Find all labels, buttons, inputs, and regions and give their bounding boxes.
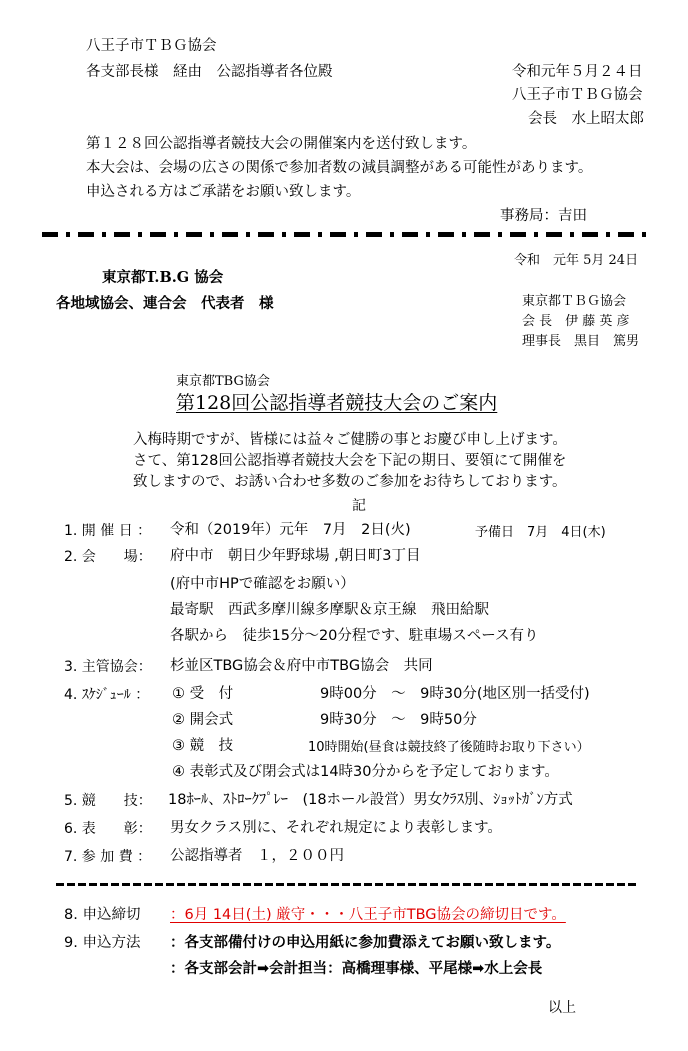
item-host-value: 杉並区TBG協会＆府中市TBG協会 共同 — [170, 658, 433, 674]
item-game-label: 5. 競 技： — [64, 793, 152, 809]
cut-line — [42, 232, 652, 237]
schedule-name: ② 開会式 — [172, 712, 234, 728]
schedule-name: ① 受 付 — [172, 686, 234, 702]
intro-line: 入梅時期ですが、皆様には益々ご健勝の事とお慶び申し上げます。 — [133, 432, 567, 448]
memo-body-line: 申込される方はご承諾をお願い致します。 — [86, 184, 361, 200]
divider-line — [56, 883, 636, 886]
schedule-time: 9時30分 ～ 9時50分 — [320, 712, 477, 728]
item-schedule-label: 4. ｽｹｼﾞｭｰﾙ ： — [64, 687, 150, 703]
item-award-label: 6. 表 彰： — [64, 821, 152, 837]
notice-to-org: 東京都T.B.G 協会 — [102, 269, 224, 286]
item-venue-label: 2. 会 場： — [64, 549, 152, 565]
schedule-time: 9時00分 ～ 9時30分(地区別一括受付) — [320, 686, 590, 702]
method-line: ：各支部備付けの申込用紙に参加費添えてお願い致します。 — [170, 935, 561, 951]
item-date-label: 1. 開 催 日 ： — [64, 523, 152, 539]
intro-line: 致しますので、お誘い合わせ多数のご参加をお待ちしております。 — [133, 474, 567, 490]
notice-from-org: 東京都ＴＢＧ協会 — [522, 294, 627, 309]
venue-line: 各駅から 徒歩15分～20分程です、駐車場スペース有り — [170, 628, 539, 644]
memo-date: 令和元年５月２４日 — [512, 64, 643, 80]
memo-recipients: 各支部長様 経由 公認指導者各位殿 — [86, 64, 333, 80]
item-award-value: 男女クラス別に、それぞれ規定により表彰します。 — [170, 820, 502, 836]
item-date-value: 令和（2019年）元年 7月 2日(火) — [170, 522, 411, 538]
schedule-name: ③ 競 技 — [172, 738, 234, 754]
method-line: ：各支部会計➡会計担当：高橋理事様、平尾様➡水上会長 — [170, 961, 543, 977]
notice-from-director: 理事長 黒目 篤男 — [522, 334, 640, 349]
item-host-label: 3. 主管協会： — [64, 659, 152, 675]
memo-sender-chair: 会長 水上昭太郎 — [528, 111, 644, 127]
item-deadline-label: 8. 申込締切 — [64, 907, 141, 923]
item-deadline-value: ：6月 14日(土) 厳守・・・八王子市TBG協会の締切日です。 — [170, 907, 566, 923]
item-date-reserve: 予備日 7月 4日(木) — [475, 525, 606, 540]
item-fee-label: 7. 参 加 費 ： — [64, 849, 152, 865]
notice-date: 令和 元年 5月 24日 — [514, 253, 639, 268]
intro-line: さて、第128回公認指導者競技大会を下記の期日、要領にて開催を — [133, 453, 567, 469]
notice-from-chair: 会 長 伊 藤 英 彦 — [522, 314, 630, 329]
item-method-label: 9. 申込方法 — [64, 935, 141, 951]
memo-body-line: 本大会は、会場の広さの関係で参加者数の減員調整がある可能性があります。 — [86, 160, 593, 176]
memo-sender-org: 八王子市ＴＢＧ協会 — [512, 87, 643, 103]
schedule-time: 10時開始(昼食は競技終了後随時お取り下さい） — [308, 740, 590, 755]
memo-office: 事務局：吉田 — [500, 208, 587, 224]
notice-to-line: 各地域協会、連合会 代表者 様 — [56, 296, 274, 312]
venue-line: 府中市 朝日少年野球場 ,朝日町3丁目 — [170, 548, 421, 564]
venue-line: (府中市HPで確認をお願い） — [170, 576, 355, 592]
ki-label: 記 — [352, 498, 366, 514]
memo-org: 八王子市ＴＢＧ協会 — [86, 38, 217, 54]
item-game-value: 18ﾎｰﾙ、ｽﾄﾛｰｸﾌﾟﾚｰ (18ホール設営）男女ｸﾗｽ別、ｼｮｯﾄｶﾞﾝ方式 — [168, 792, 573, 808]
item-fee-value: 公認指導者 １，２００円 — [170, 848, 344, 864]
venue-line: 最寄駅 西武多摩川線多摩駅＆京王線 飛田給駅 — [170, 602, 489, 618]
notice-title: 第128回公認指導者競技大会のご案内 — [176, 392, 498, 414]
notice-subtitle: 東京都TBG協会 — [176, 374, 270, 389]
end-mark: 以上 — [548, 1000, 576, 1016]
memo-body-line: 第１２８回公認指導者競技大会の開催案内を送付致します。 — [86, 136, 477, 152]
schedule-name: ④ 表彰式及び閉会式は14時30分からを予定しております。 — [172, 764, 559, 780]
